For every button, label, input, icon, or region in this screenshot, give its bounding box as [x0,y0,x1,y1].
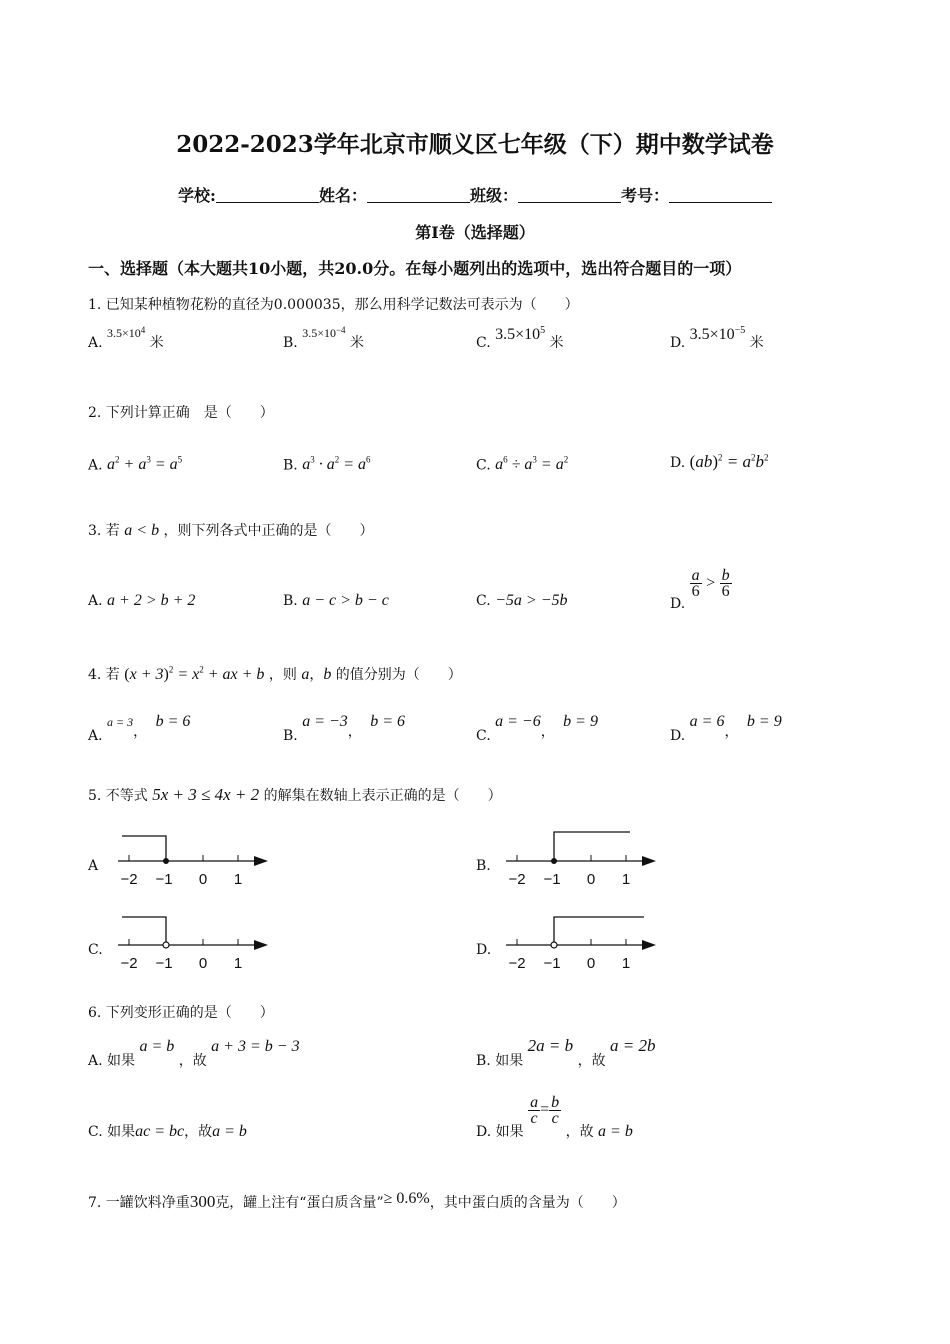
school-blank[interactable] [216,186,319,203]
svg-text:−1: −1 [155,871,173,888]
q2-d-expr: $(ab)^2 = a^2b^2$ [689,452,769,471]
q1-option-d: D. $3.5\times 10^{-5}$ 米 [670,325,764,351]
svg-text:−2: −2 [120,955,138,972]
class-blank[interactable] [518,186,621,203]
section-heading: 一、选择题（本大题共10小题，共20.0分。在每小题列出的选项中，选出符合题目的一项） [88,259,742,278]
svg-text:1: 1 [233,871,243,888]
svg-text:1: 1 [621,871,631,888]
svg-text:0: 0 [198,955,208,972]
q6-option-a: A. 如果 a = b ，故 a + 3 = b − 3 [88,1038,300,1069]
student-info-line [0,183,950,206]
svg-text:−2: −2 [508,871,526,888]
q2-option-a: A. $a^2 + a^3 = a^5$ [88,455,183,474]
svg-text:0: 0 [586,955,596,972]
name-label: 姓名： [318,186,367,205]
question-1-stem: 1. 已知某种植物花粉的直径为0.000035，那么用科学记数法可表示为（ ） [88,297,579,313]
question-7-stem: 7. 一罐饮料净重300克，罐上注有“蛋白质含量”≥ 0.6%，其中蛋白质的含量为（ ） [88,1190,626,1211]
svg-text:−1: −1 [543,871,561,888]
question-2-stem: 2. 下列计算正确 是（ ） [88,405,274,421]
volume-heading: 第I卷（选择题） [415,223,535,242]
q5-option-b-label: B. [476,858,491,874]
q5-number-line-a [110,828,280,892]
question-5-stem: 5. 不等式 5x + 3 ≤ 4x + 2 的解集在数轴上表示正确的是（ ） [88,785,502,804]
svg-text:0: 0 [198,871,208,888]
q3-option-a: A. a + 2 > b + 2 [88,592,196,609]
question-6-stem: 6. 下列变形正确的是（ ） [88,1005,274,1021]
question-4-stem: 4. 若 $(x + 3)^2 = x^2$ + ax + b ，则 a，b 的值分别为（ ） [88,664,462,683]
q2-option-b: B. $a^3 \cdot a^2 = a^6$ [283,455,371,474]
q5-option-a-label: A [88,858,99,874]
q6-d-frac-right: $\frac{b}{c}$ [551,1094,560,1127]
svg-text:1: 1 [621,955,631,972]
q5-number-line-d [498,912,668,976]
class-label: 班级： [469,186,518,205]
q4-vars: a [301,666,310,683]
q2-c-expr: $a^6 \div a^3 = a^2$ [495,455,569,474]
q3-option-b: B. a − c > b − c [283,592,389,609]
name-blank[interactable] [367,186,470,203]
svg-text:1: 1 [233,955,243,972]
svg-text:−2: −2 [508,955,526,972]
q1-option-a: A. $3.5\times 10^4$ 米 [88,325,164,351]
school-label: 学校: [178,186,216,205]
q4-option-c: C. a = −6， b = 9 [476,713,598,744]
q6-option-d: D. 如果 $\frac{a}{c}$ = $\frac{b}{c}$ ，故 a = b [476,1094,633,1140]
id-blank[interactable] [669,186,772,203]
id-label: 考号： [620,186,669,205]
q3-option-d: D. $\frac{a}{6}$ > $\frac{b}{6}$ [670,567,730,612]
q1-option-c: C. $3.5\times 10^5$ 米 [476,325,564,351]
q4-option-b: B. a = −3， b = 6 [283,713,406,744]
question-3-stem: 3. 若 a < b ，则下列各式中正确的是（ ） [88,522,374,539]
q1-option-b: B. $3.5\times 10^{-4}$ 米 [283,325,365,351]
q3-option-c: C. −5a > −5b [476,592,568,609]
svg-text:−1: −1 [155,955,173,972]
q2-option-c: C. $a^6 \div a^3 = a^2$ [476,455,569,474]
q5-number-line-c [110,912,280,976]
q2-option-d: D. $(ab)^2 = a^2b^2$ [670,452,769,471]
svg-text:−2: −2 [120,871,138,888]
page-title: 2022-2023学年北京市顺义区七年级（下）期中数学试卷 [176,131,774,158]
q4-option-a: A. a = 3， b = 6 [88,713,191,744]
q3-d-frac-right: $\frac{b}{6}$ [721,567,730,600]
q6-d-frac-left: $\frac{a}{c}$ [530,1094,539,1127]
q2-a-expr: $a^2 + a^3 = a^5$ [107,455,183,474]
q5-option-c-label: C. [88,942,103,958]
q4-option-d: D. a = 6， b = 9 [670,713,782,744]
q6-option-b: B. 如果 2a = b ，故 a = 2b [476,1036,656,1069]
q6-option-c: C. 如果ac = bc，故a = b [88,1123,247,1140]
q5-number-line-b [498,828,668,892]
svg-text:−1: −1 [543,955,561,972]
q2-b-expr: $a^3 \cdot a^2 = a^6$ [302,455,371,474]
q3-d-frac-left: $\frac{a}{6}$ [691,567,700,600]
q4-equation: $(x + 3)^2 = x^2$ + ax + b [124,664,265,683]
q5-option-d-label: D. [476,942,492,958]
svg-text:0: 0 [586,871,596,888]
